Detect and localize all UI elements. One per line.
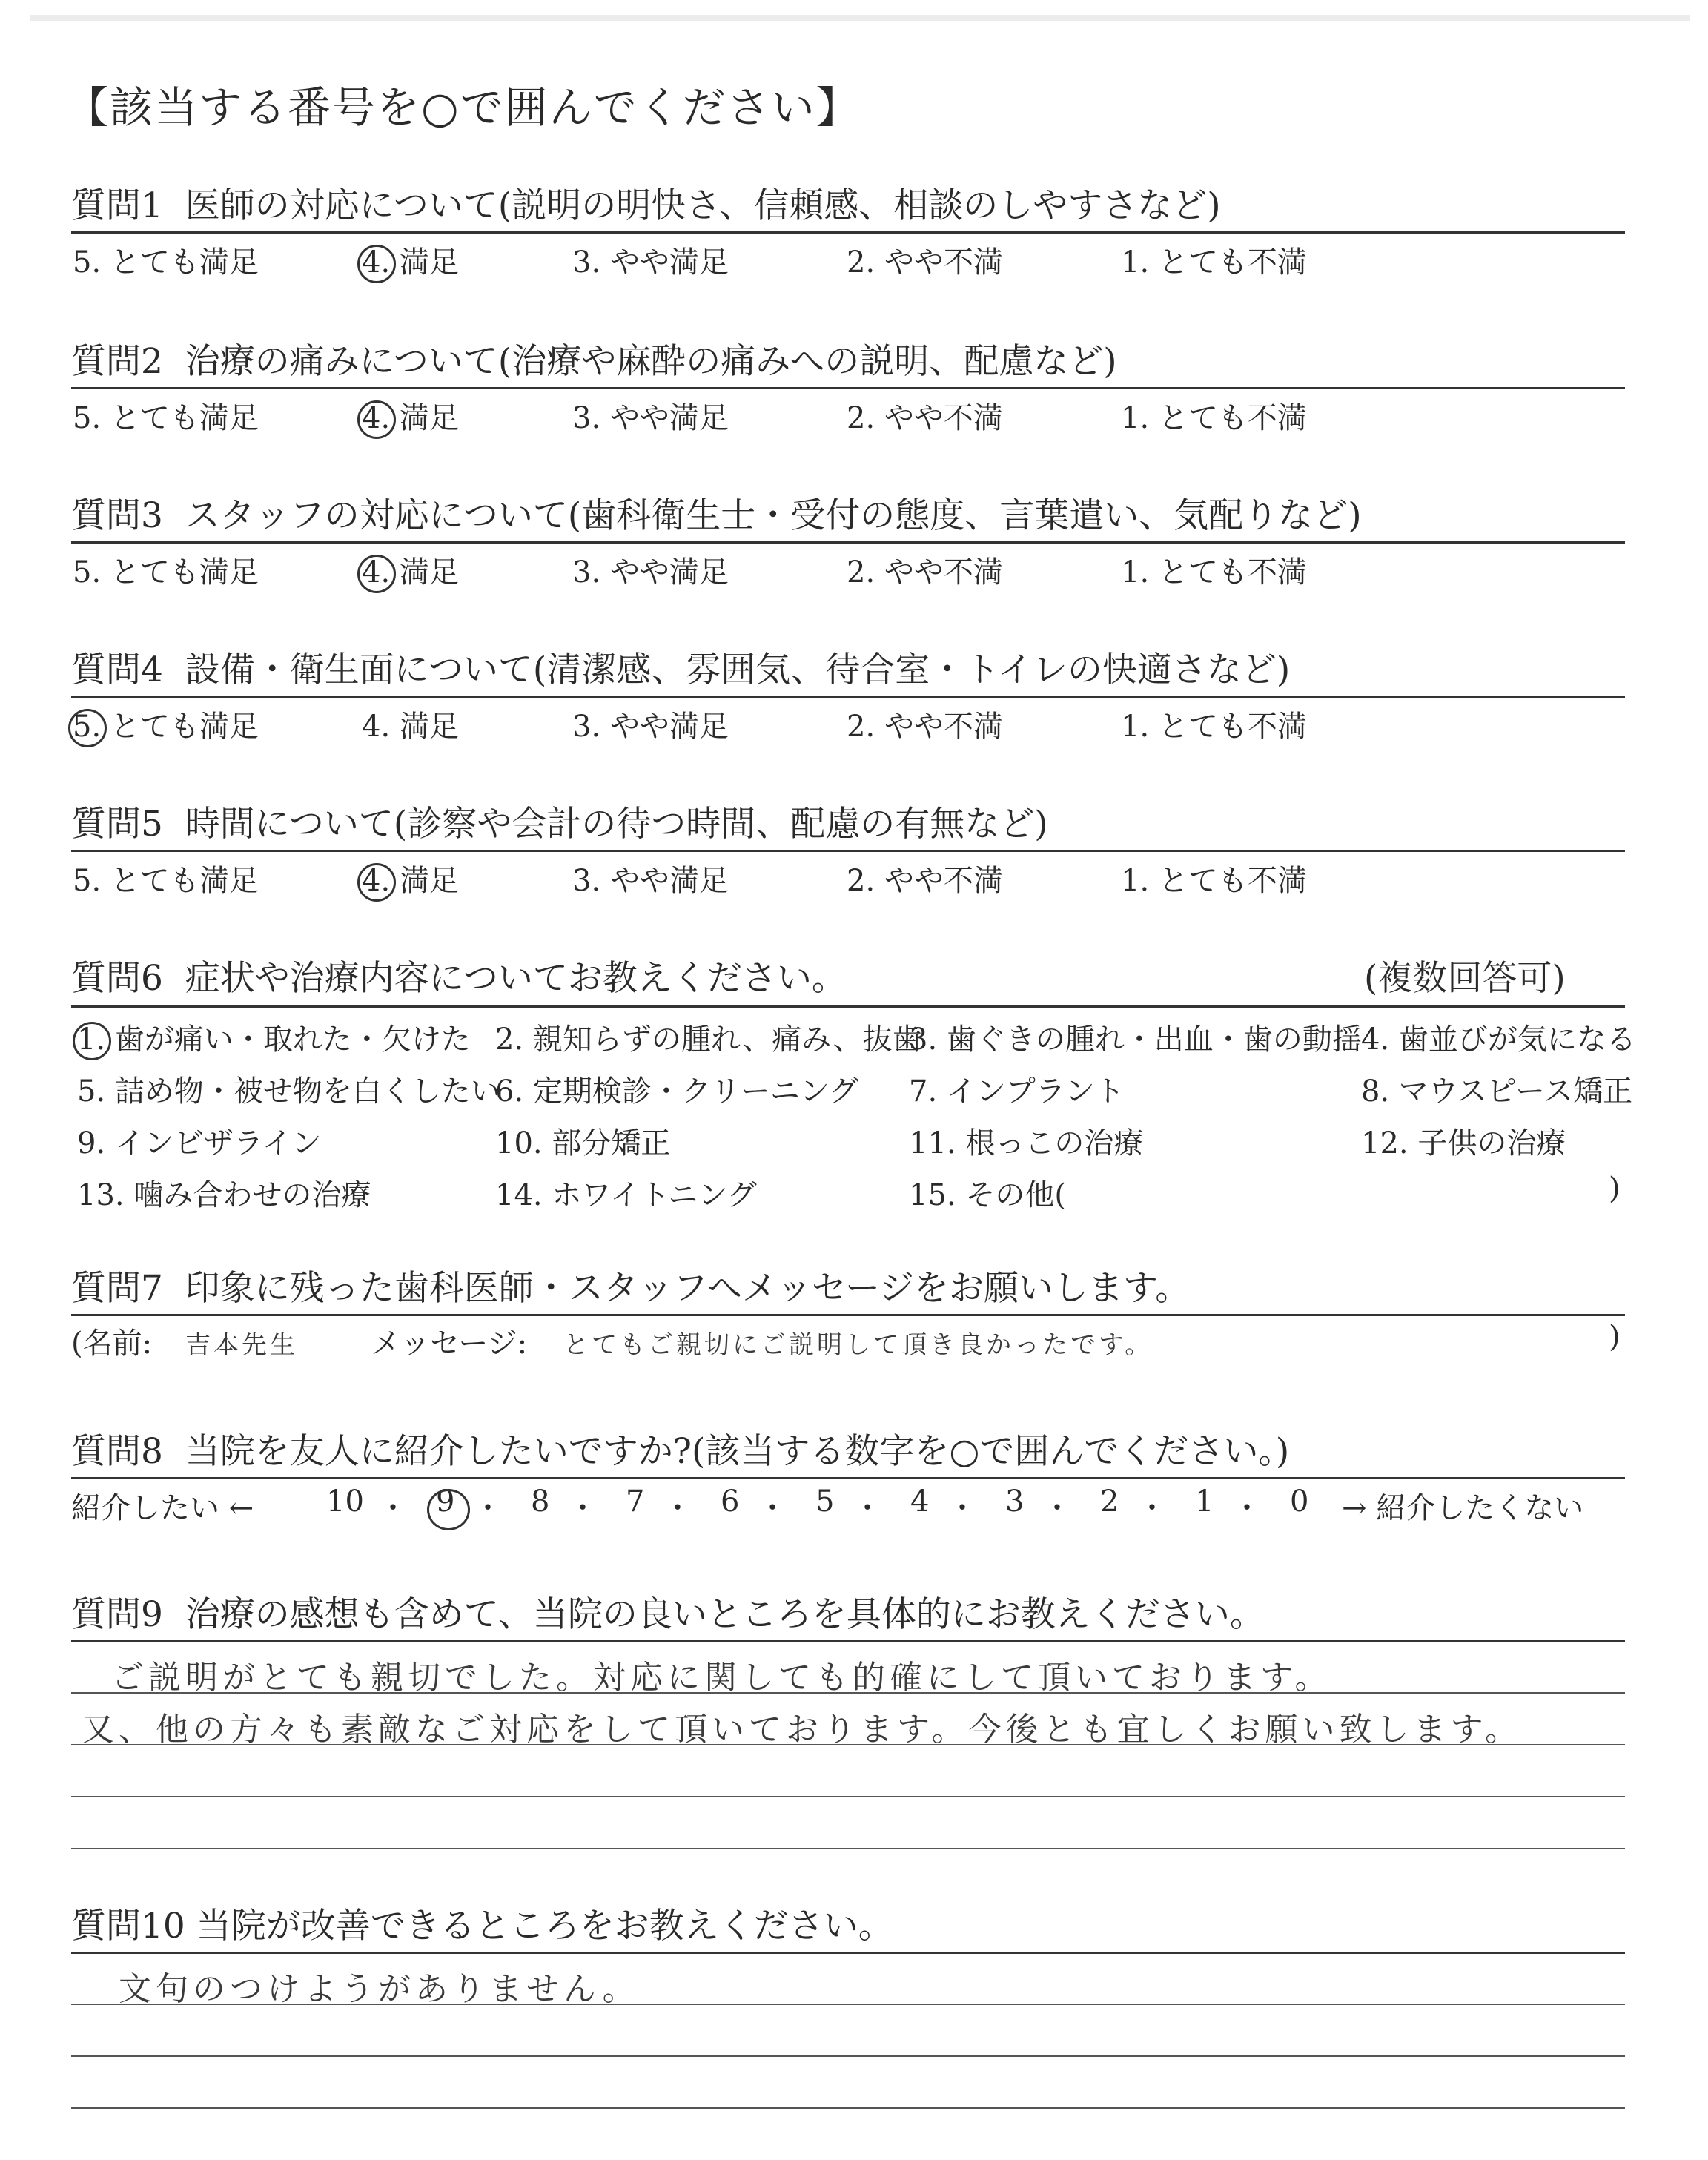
q6-option-5[interactable]: 5. 詰め物・被せ物を白くしたい bbox=[77, 1074, 500, 1109]
q6-option-10[interactable]: 10. 部分矯正 bbox=[495, 1126, 671, 1160]
q5-selected-circle bbox=[357, 863, 396, 902]
q2-option-1[interactable]: 1. とても不満 bbox=[1121, 401, 1307, 435]
q8-number-4[interactable]: 4 bbox=[910, 1484, 930, 1519]
q4-selected-circle bbox=[68, 709, 107, 747]
q8-separator: ・ bbox=[947, 1491, 977, 1525]
q1-option-5[interactable]: 5. とても満足 bbox=[73, 245, 259, 280]
q6-option-15[interactable]: 15. その他( bbox=[909, 1178, 1066, 1212]
q4-rule bbox=[71, 696, 1625, 698]
q3-text: スタッフの対応について(歯科衛生士・受付の態度、言葉遣い、気配りなど) bbox=[185, 495, 1362, 536]
q6-label: 質問6 bbox=[71, 958, 163, 999]
q4-label: 質問4 bbox=[71, 650, 163, 690]
q8-label: 質問8 bbox=[71, 1431, 163, 1472]
q3-option-5[interactable]: 5. とても満足 bbox=[73, 555, 259, 589]
q8-number-0[interactable]: 0 bbox=[1290, 1484, 1309, 1519]
q10-label: 質問10 bbox=[71, 1906, 185, 1946]
q10-answer-line-1: 文句のつけようがありません。 bbox=[119, 1970, 640, 2008]
q5-label: 質問5 bbox=[71, 804, 163, 845]
q8-separator: ・ bbox=[1137, 1491, 1167, 1525]
q5-option-5[interactable]: 5. とても満足 bbox=[73, 864, 259, 898]
q3-option-2[interactable]: 2. やや不満 bbox=[847, 555, 1003, 589]
q6-option-4[interactable]: 4. 歯並びが気になる bbox=[1361, 1023, 1636, 1057]
q2-option-3[interactable]: 3. やや満足 bbox=[572, 401, 729, 435]
q6-option-1[interactable]: 1. 歯が痛い・取れた・欠けた bbox=[77, 1023, 471, 1057]
q5-option-3[interactable]: 3. やや満足 bbox=[572, 864, 729, 898]
q8-number-10[interactable]: 10 bbox=[326, 1484, 364, 1519]
q4-option-5[interactable]: 5. とても満足 bbox=[73, 710, 259, 744]
q8-separator: ・ bbox=[1042, 1491, 1072, 1525]
q7-text: 印象に残った歯科医師・スタッフへメッセージをお願いします。 bbox=[185, 1268, 1191, 1309]
q6-option-6[interactable]: 6. 定期検診・クリーニング bbox=[495, 1074, 859, 1109]
q10-line-3 bbox=[71, 2107, 1625, 2109]
q10-rule bbox=[71, 1952, 1625, 1954]
q9-label: 質問9 bbox=[71, 1594, 163, 1635]
q9-line-4 bbox=[71, 1848, 1625, 1849]
q9-line-3 bbox=[71, 1796, 1625, 1797]
q8-rule bbox=[71, 1477, 1625, 1479]
q4-option-3[interactable]: 3. やや満足 bbox=[572, 710, 729, 744]
q8-heading bbox=[71, 1424, 1289, 1473]
q8-separator: ・ bbox=[1232, 1491, 1262, 1525]
q1-option-4[interactable]: 4. 満足 bbox=[362, 245, 459, 280]
q1-text: 医師の対応について(説明の明快さ、信頼感、相談のしやすさなど) bbox=[185, 185, 1221, 226]
q8-number-8[interactable]: 8 bbox=[531, 1484, 550, 1519]
q8-separator: ・ bbox=[663, 1491, 692, 1525]
q7-label: 質問7 bbox=[71, 1268, 163, 1309]
q8-number-6[interactable]: 6 bbox=[721, 1484, 740, 1519]
q6-heading bbox=[71, 951, 847, 1000]
q5-text: 時間について(診察や会計の待つ時間、配慮の有無など) bbox=[185, 804, 1048, 845]
q6-option-14[interactable]: 14. ホワイトニング bbox=[495, 1178, 757, 1212]
q3-rule bbox=[71, 541, 1625, 544]
q1-label: 質問1 bbox=[71, 185, 163, 226]
q3-heading bbox=[71, 488, 1362, 538]
q6-option-11[interactable]: 11. 根っこの治療 bbox=[909, 1126, 1144, 1160]
q3-selected-circle bbox=[357, 555, 396, 593]
q7-message-label: メッセージ: bbox=[371, 1327, 528, 1361]
q6-option-3[interactable]: 3. 歯ぐきの腫れ・出血・歯の動揺 bbox=[909, 1023, 1362, 1057]
q5-option-4[interactable]: 4. 満足 bbox=[362, 864, 459, 898]
q1-option-3[interactable]: 3. やや満足 bbox=[572, 245, 729, 280]
q7-message-value: とてもご親切にご説明して頂き良かったです。 bbox=[563, 1330, 1153, 1360]
q4-text: 設備・衛生面について(清潔感、雰囲気、待合室・トイレの快適さなど) bbox=[185, 650, 1291, 690]
q8-separator: ・ bbox=[473, 1491, 503, 1525]
q9-rule bbox=[71, 1640, 1625, 1642]
q5-rule bbox=[71, 850, 1625, 852]
q6-rule bbox=[71, 1005, 1625, 1008]
q2-rule bbox=[71, 387, 1625, 389]
q3-option-1[interactable]: 1. とても不満 bbox=[1121, 555, 1307, 589]
q10-heading bbox=[71, 1898, 893, 1948]
q8-number-9[interactable]: 9 bbox=[436, 1484, 455, 1519]
q8-number-2[interactable]: 2 bbox=[1100, 1484, 1119, 1519]
q1-selected-circle bbox=[357, 245, 396, 283]
q2-text: 治療の痛みについて(治療や麻酔の痛みへの説明、配慮など) bbox=[185, 341, 1117, 382]
page-title: 【該当する番号を○で囲んでください】 bbox=[65, 82, 861, 133]
q8-separator: ・ bbox=[568, 1491, 598, 1525]
q9-heading bbox=[71, 1587, 1265, 1636]
q7-rule bbox=[71, 1314, 1625, 1316]
q7-heading bbox=[71, 1261, 1190, 1310]
q6-other-close: ) bbox=[1609, 1172, 1621, 1206]
q6-selected-circle bbox=[73, 1022, 111, 1060]
scan-top-edge bbox=[30, 15, 1690, 21]
q7-name-label: (名前: bbox=[71, 1327, 153, 1361]
q3-option-4[interactable]: 4. 満足 bbox=[362, 555, 459, 589]
q4-heading bbox=[71, 642, 1290, 692]
q10-text: 当院が改善できるところをお教えください。 bbox=[196, 1906, 893, 1946]
q4-option-1[interactable]: 1. とても不満 bbox=[1121, 710, 1307, 744]
q8-separator: ・ bbox=[758, 1491, 787, 1525]
q8-number-1[interactable]: 1 bbox=[1195, 1484, 1214, 1519]
q4-option-4[interactable]: 4. 満足 bbox=[362, 710, 459, 744]
q8-text: 当院を友人に紹介したいですか?(該当する数字を○で囲んでください。) bbox=[185, 1431, 1290, 1472]
q8-left-label: 紹介したい ← bbox=[71, 1491, 254, 1525]
q9-answer-line-2: 又、他の方々も素敵なご対応をして頂いております。今後とも宜しくお願い致します。 bbox=[82, 1711, 1522, 1748]
q8-separator: ・ bbox=[378, 1491, 408, 1525]
q1-option-2[interactable]: 2. やや不満 bbox=[847, 245, 1003, 280]
q6-option-2[interactable]: 2. 親知らずの腫れ、痛み、抜歯 bbox=[495, 1023, 922, 1057]
q8-selected-circle bbox=[427, 1489, 470, 1530]
q6-option-8[interactable]: 8. マウスピース矯正 bbox=[1361, 1074, 1633, 1109]
q6-option-13[interactable]: 13. 噛み合わせの治療 bbox=[77, 1178, 371, 1212]
q3-option-3[interactable]: 3. やや満足 bbox=[572, 555, 729, 589]
q6-option-7[interactable]: 7. インプラント bbox=[909, 1074, 1125, 1109]
q7-name-value: 吉本先生 bbox=[185, 1330, 298, 1360]
q2-option-4[interactable]: 4. 満足 bbox=[362, 401, 459, 435]
q1-heading bbox=[71, 178, 1221, 228]
q6-option-9[interactable]: 9. インビザライン bbox=[77, 1126, 322, 1160]
q1-option-1[interactable]: 1. とても不満 bbox=[1121, 245, 1307, 280]
q2-label: 質問2 bbox=[71, 341, 163, 382]
q6-option-12[interactable]: 12. 子供の治療 bbox=[1361, 1126, 1566, 1160]
q7-close: ) bbox=[1609, 1320, 1621, 1354]
q9-text: 治療の感想も含めて、当院の良いところを具体的にお教えください。 bbox=[185, 1594, 1265, 1635]
q1-rule bbox=[71, 231, 1625, 234]
q2-selected-circle bbox=[357, 400, 396, 439]
q5-option-1[interactable]: 1. とても不満 bbox=[1121, 864, 1307, 898]
q8-number-5[interactable]: 5 bbox=[815, 1484, 835, 1519]
q2-option-2[interactable]: 2. やや不満 bbox=[847, 401, 1003, 435]
q6-text: 症状や治療内容についてお教えください。 bbox=[185, 958, 847, 999]
q8-separator: ・ bbox=[853, 1491, 882, 1525]
q5-option-2[interactable]: 2. やや不満 bbox=[847, 864, 1003, 898]
q4-option-2[interactable]: 2. やや不満 bbox=[847, 710, 1003, 744]
q3-label: 質問3 bbox=[71, 495, 163, 536]
q8-number-7[interactable]: 7 bbox=[626, 1484, 645, 1519]
q2-heading bbox=[71, 334, 1117, 383]
q10-line-2 bbox=[71, 2055, 1625, 2057]
q6-note: (複数回答可) bbox=[1364, 958, 1566, 999]
q8-right-label: → 紹介したくない bbox=[1342, 1491, 1584, 1525]
q5-heading bbox=[71, 796, 1048, 846]
q2-option-5[interactable]: 5. とても満足 bbox=[73, 401, 259, 435]
q9-answer-line-1: ご説明がとても親切でした。対応に関しても的確にして頂いております。 bbox=[111, 1659, 1332, 1697]
q8-number-3[interactable]: 3 bbox=[1005, 1484, 1025, 1519]
